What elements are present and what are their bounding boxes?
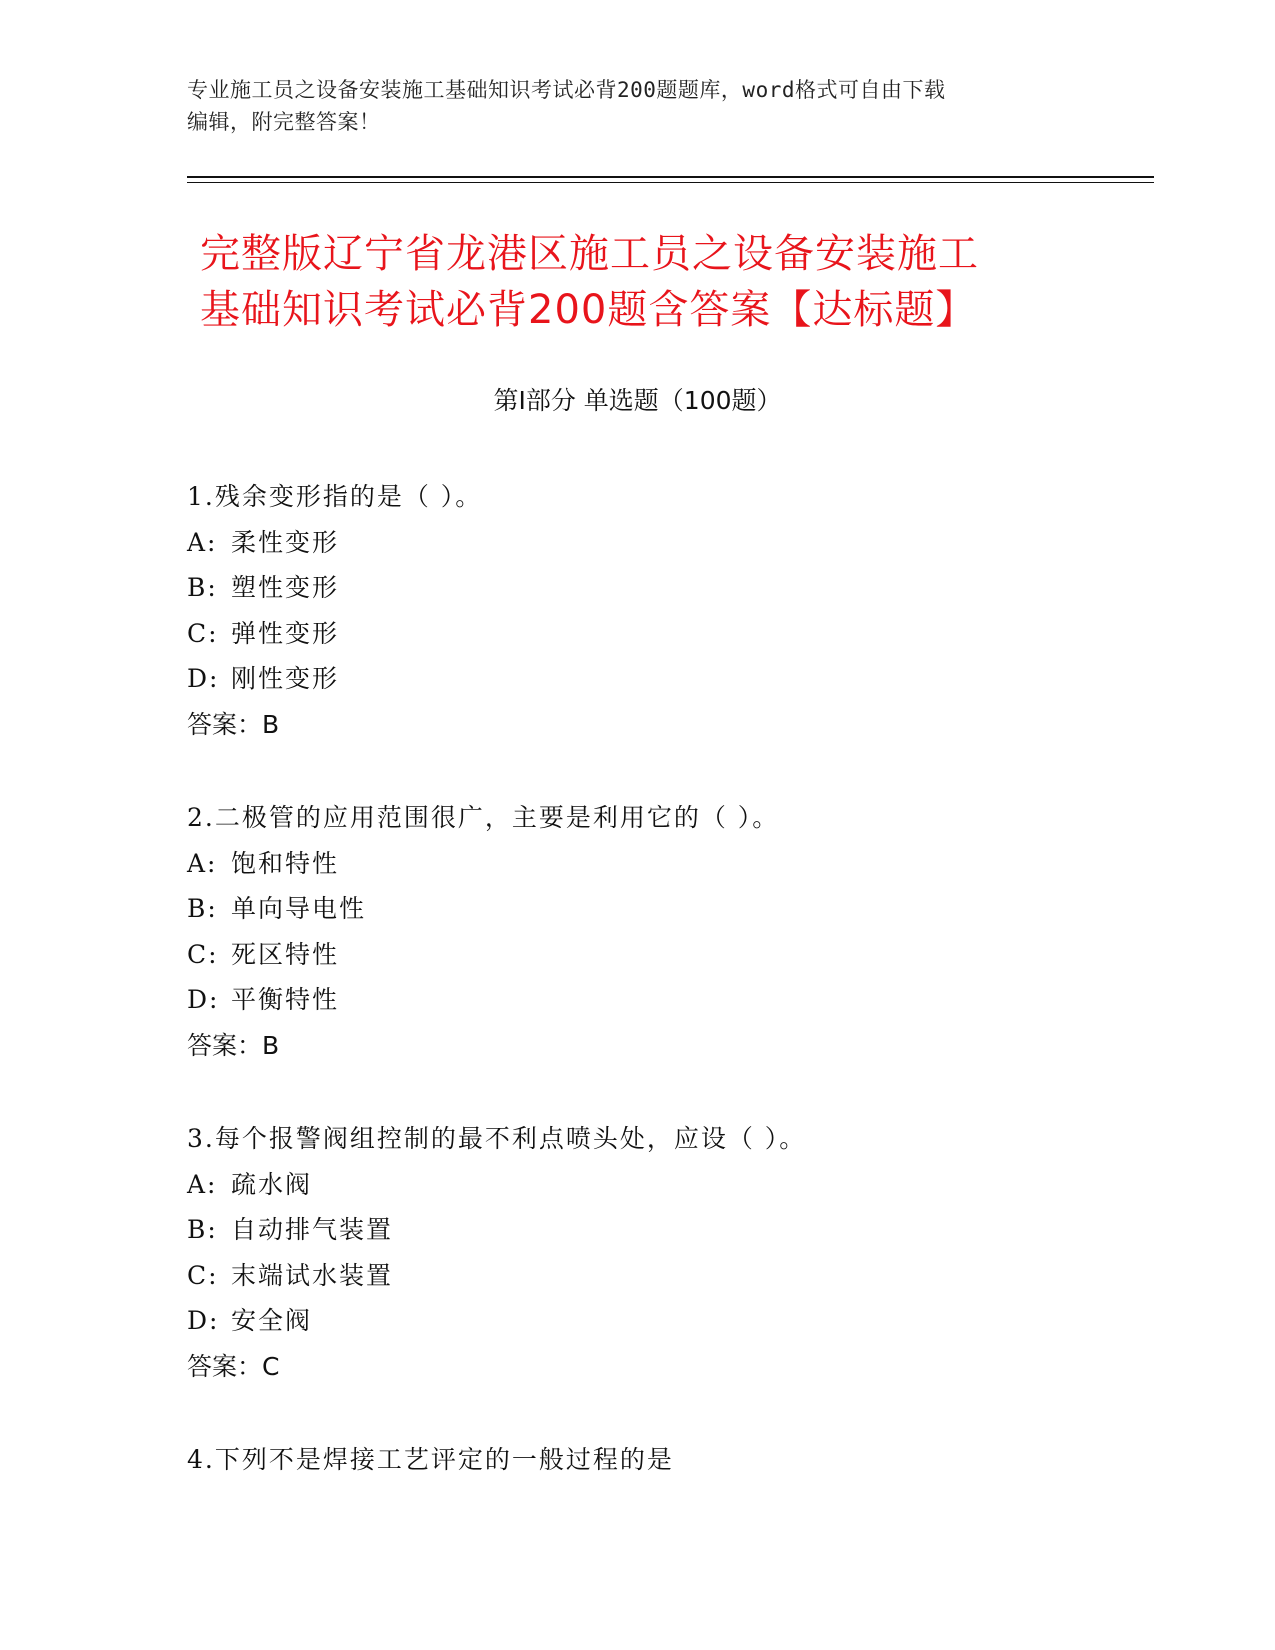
option-c xyxy=(187,1253,1147,1299)
question-list xyxy=(187,474,1147,1531)
option-text: 安全阀 xyxy=(231,1306,313,1335)
option-text: 塑性变形 xyxy=(231,573,340,602)
option-key: C: xyxy=(187,939,219,969)
option-text: 末端试水装置 xyxy=(231,1260,394,1290)
option-a xyxy=(187,520,1147,566)
question-stem: 4.下列不是焊接工艺评定的一般过程的是 xyxy=(187,1445,674,1474)
document-title-line-2: 基础知识考试必背200题含答案【达标题】 xyxy=(200,287,977,333)
header-note xyxy=(187,74,1087,138)
option-key: D: xyxy=(187,664,220,693)
option-b xyxy=(187,1207,1147,1253)
option-key: C: xyxy=(187,1260,219,1290)
answer-line: 答案：C xyxy=(187,1351,280,1381)
option-key: B: xyxy=(187,573,218,602)
option-b xyxy=(187,886,1147,932)
option-text: 疏水阀 xyxy=(231,1169,313,1199)
option-key: A: xyxy=(187,1169,218,1199)
option-a xyxy=(187,841,1147,887)
document-title-line-1: 完整版辽宁省龙港区施工员之设备安装施工 xyxy=(200,231,979,277)
option-text: 弹性变形 xyxy=(231,618,340,648)
question-4 xyxy=(187,1437,1147,1483)
header-note-line-1: 专业施工员之设备安装施工基础知识考试必背200题题库，word格式可自由下载 xyxy=(187,78,946,102)
option-text: 自动排气装置 xyxy=(231,1215,394,1244)
header-note-line-2: 编辑，附完整答案！ xyxy=(187,110,381,134)
option-text: 平衡特性 xyxy=(231,985,340,1014)
option-text: 柔性变形 xyxy=(231,527,340,557)
option-key: D: xyxy=(187,985,220,1014)
question-stem: 3.每个报警阀组控制的最不利点喷头处，应设（ ）。 xyxy=(187,1124,807,1153)
option-key: A: xyxy=(187,848,218,878)
option-c xyxy=(187,611,1147,657)
option-a xyxy=(187,1162,1147,1208)
option-d xyxy=(187,977,1147,1023)
option-d xyxy=(187,1298,1147,1344)
section-title: 第Ⅰ部分 单选题（100题） xyxy=(493,386,782,415)
question-stem: 2.二极管的应用范围很广，主要是利用它的（ ）。 xyxy=(187,803,780,832)
option-key: A: xyxy=(187,527,218,557)
header-divider-thick xyxy=(187,176,1154,178)
option-key: C: xyxy=(187,618,219,648)
question-1 xyxy=(187,474,1147,747)
option-key: D: xyxy=(187,1306,220,1335)
option-text: 饱和特性 xyxy=(231,848,340,878)
question-stem: 1.残余变形指的是（ ）。 xyxy=(187,482,483,511)
option-key: B: xyxy=(187,894,218,923)
header-divider-thin xyxy=(187,182,1154,183)
option-text: 死区特性 xyxy=(231,939,340,969)
option-text: 单向导电性 xyxy=(231,894,367,923)
option-text: 刚性变形 xyxy=(231,664,340,693)
answer-line: 答案：B xyxy=(187,709,280,739)
option-key: B: xyxy=(187,1215,218,1244)
option-d xyxy=(187,656,1147,702)
option-b xyxy=(187,565,1147,611)
answer-line: 答案：B xyxy=(187,1030,280,1060)
question-3 xyxy=(187,1116,1147,1389)
document-title xyxy=(200,226,1160,338)
question-2 xyxy=(187,795,1147,1068)
option-c xyxy=(187,932,1147,978)
